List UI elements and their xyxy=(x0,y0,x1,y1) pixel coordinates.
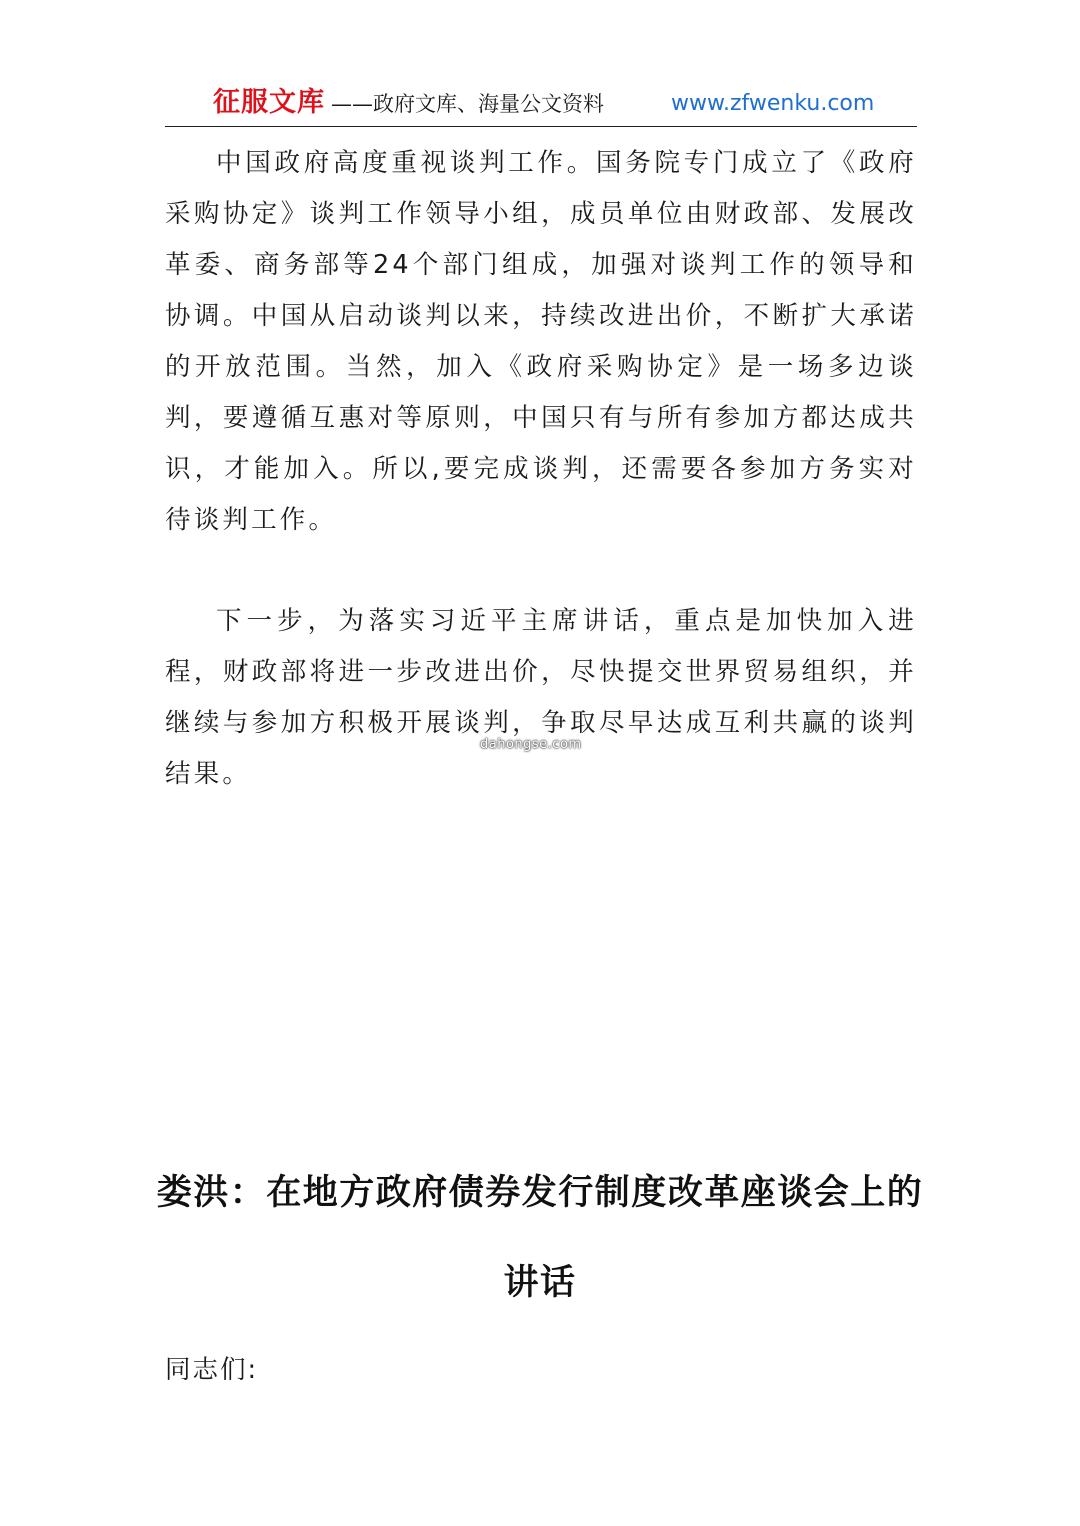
page-header xyxy=(165,84,917,127)
brand-logo-text: 征服文库 xyxy=(213,87,325,118)
paragraph-1: 中国政府高度重视谈判工作。国务院专门成立了《政府采购协定》谈判工作领导小组，成员单位由财政部、发展改革委、商务部等24个部门组成，加强对谈判工作的领导和协调。中国从启动谈判以来，持续改进出价，不断扩大承诺的开放范围。当然，加入《政府采购协定》是一场多边谈判，要遵循互惠对等原则，中国只有与所有参加方都达成共识，才能加入。所以,要完成谈判，还需要各参加方务实对待谈判工作。 xyxy=(165,148,917,535)
article-title: 娄洪：在地方政府债券发行制度改革座谈会上的讲话 xyxy=(156,1173,924,1303)
paragraph-2: 下一步，为落实习近平主席讲话，重点是加快加入进程，财政部将进一步改进出价，尽快提交世界贸易组织，并继续与参加方积极开展谈判，争取尽早达成互利共赢的谈判结果。 xyxy=(165,606,917,789)
salutation: 同志们: xyxy=(165,1355,259,1385)
header-slogan: ——政府文库、海量公文资料 xyxy=(331,92,604,116)
body-content xyxy=(165,138,917,800)
site-url-link[interactable]: www.zfwenku.com xyxy=(671,91,875,116)
watermark: dahongse.com xyxy=(480,737,582,752)
